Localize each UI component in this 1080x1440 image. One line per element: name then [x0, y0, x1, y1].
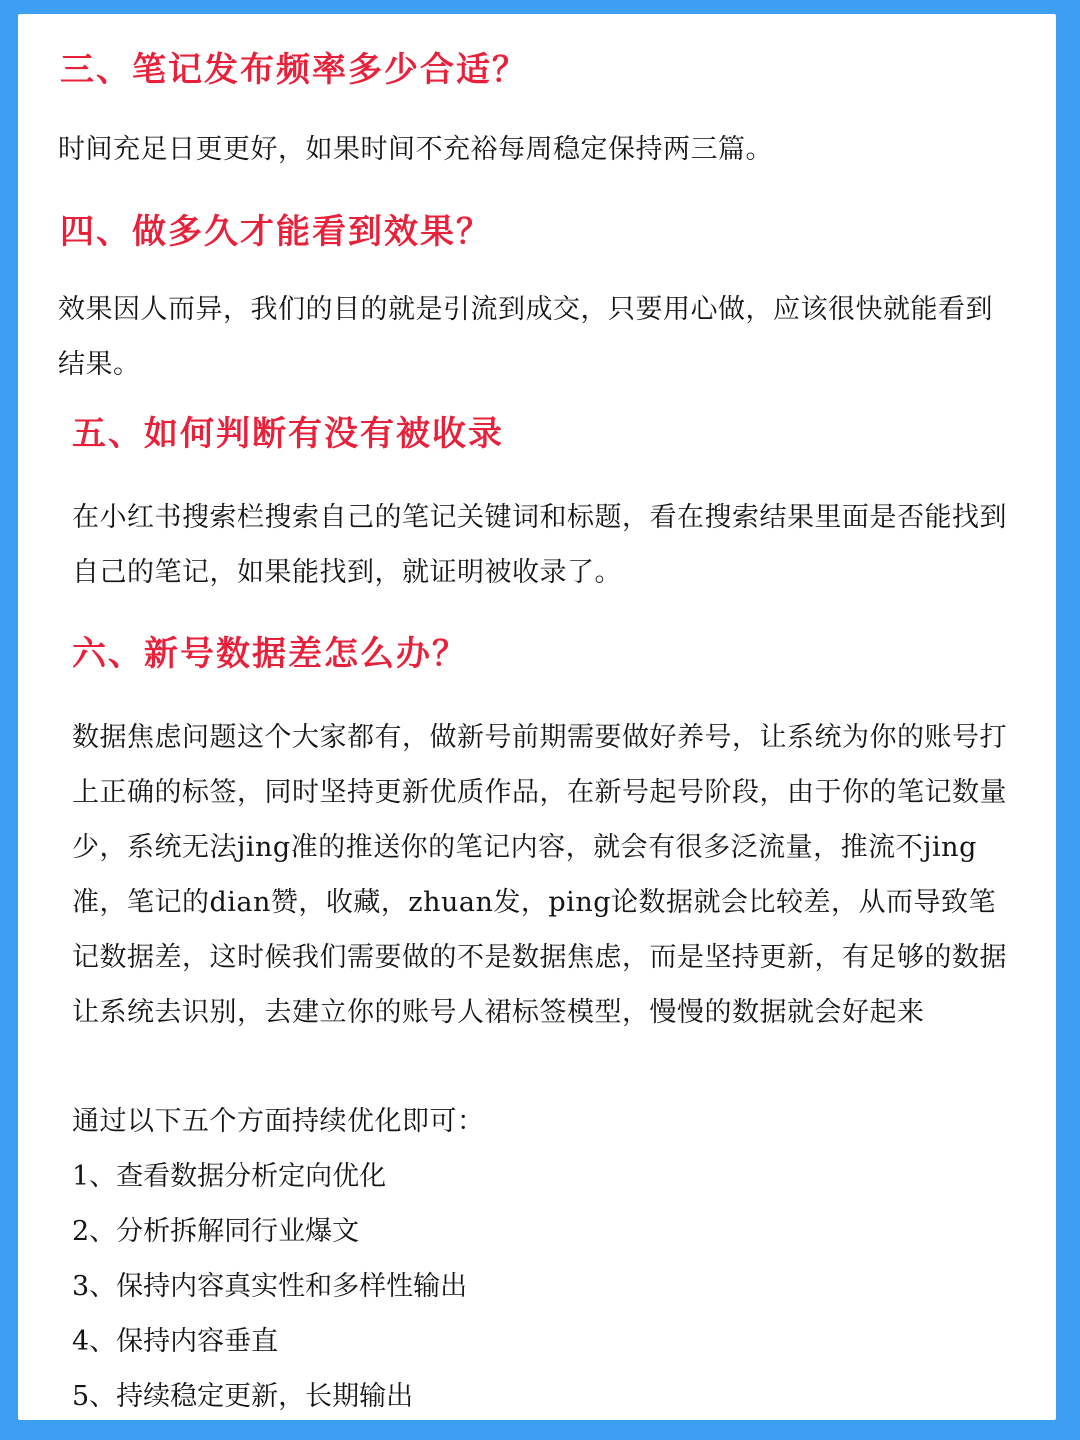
list-item: 1、查看数据分析定向优化: [72, 1161, 387, 1192]
list-item: 4、保持内容垂直: [72, 1326, 279, 1357]
list-intro: 通过以下五个方面持续优化即可：: [72, 1106, 485, 1137]
note-page: [18, 14, 1056, 1420]
list-item: 5、持续稳定更新，长期输出: [72, 1381, 414, 1412]
section-3-body: 时间充足日更更好，如果时间不充裕每周稳定保持两三篇。: [58, 134, 773, 165]
section-4-heading: 四、做多久才能看到效果？: [60, 212, 492, 252]
list-item: 3、保持内容真实性和多样性输出: [72, 1271, 468, 1302]
section-5-heading: 五、如何判断有没有被收录: [72, 414, 504, 454]
section-5-body: 在小红书搜索栏搜索自己的笔记关键词和标题，看在搜索结果里面是否能找到自己的笔记，如果能找到，就证明被收录了。: [72, 502, 1007, 588]
list-item: 2、分析拆解同行业爆文: [72, 1216, 360, 1247]
section-6-heading: 六、新号数据差怎么办？: [72, 634, 468, 674]
section-6-body: 数据焦虑问题这个大家都有，做新号前期需要做好养号，让系统为你的账号打上正确的标签，同时坚持更新优质作品，在新号起号阶段，由于你的笔记数量少，系统无法jing准的推送你的笔记内容，就会有很多泛流量，推流不jing准，笔记的dian赞，收藏，zhuan发，ping论数据就会比较差，从而导致笔记数据差，这时候我们需要做的不是数据焦虑，而是坚持更新，有足够的数据让系统去识别，去建立你的账号人裙标签模型，慢慢的数据就会好起来: [72, 722, 1007, 1028]
section-4-body: 效果因人而异，我们的目的就是引流到成交，只要用心做，应该很快就能看到结果。: [58, 294, 993, 380]
optimization-list: [72, 1149, 467, 1420]
section-3-heading: 三、笔记发布频率多少合适？: [60, 50, 528, 90]
